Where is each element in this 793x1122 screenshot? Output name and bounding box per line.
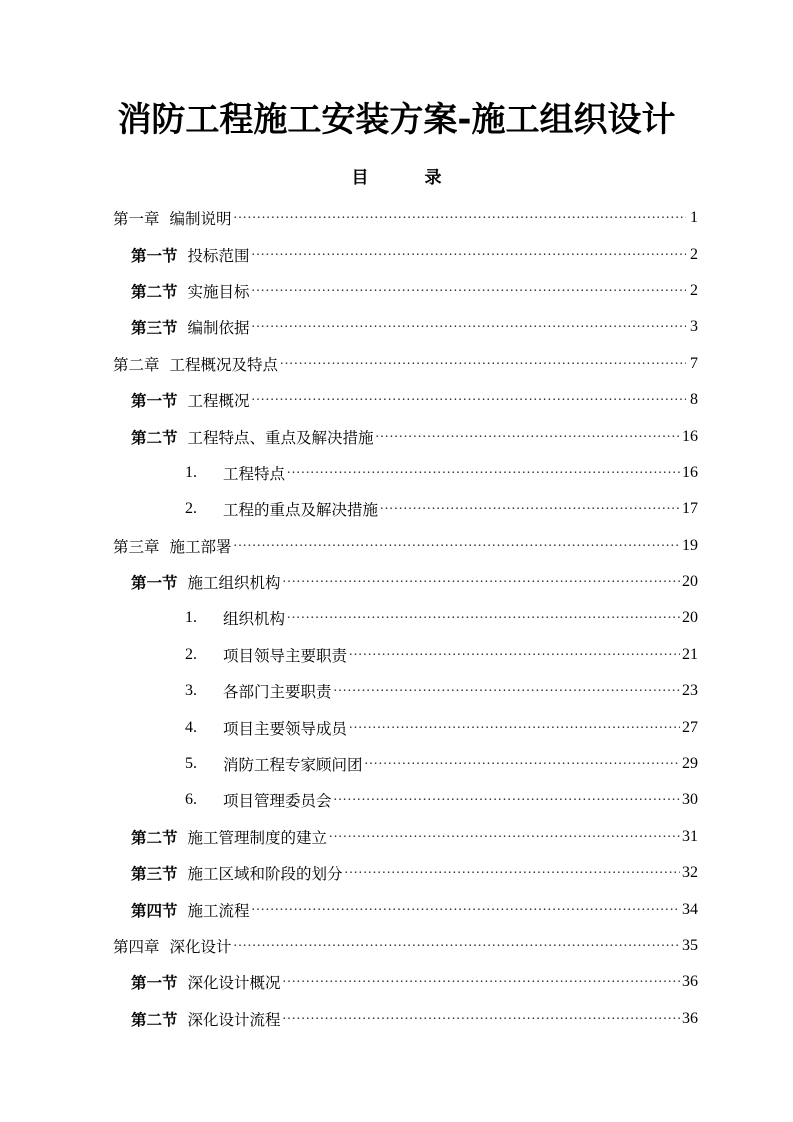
toc-entry-number: 4.: [185, 718, 197, 736]
toc-entry-text: 施工部署: [169, 537, 232, 556]
toc-entry-text: 深化设计流程: [187, 1010, 281, 1029]
toc-entry[interactable]: [113, 600, 698, 636]
toc-entry-page-number: 16: [682, 463, 698, 481]
toc-entry-label: [113, 353, 280, 375]
toc-entry-prefix: 第四章: [113, 938, 160, 956]
toc-entry-page-number: 17: [682, 500, 698, 518]
toc-entry-label: [131, 426, 376, 448]
toc-heading-right: 录: [424, 168, 442, 188]
toc-dot-leader: [334, 792, 680, 808]
toc-entry-text: 项目管理委员会: [223, 792, 332, 811]
toc-entry-label: [131, 899, 252, 921]
toc-entry-label: [131, 244, 252, 266]
toc-entry-label: [131, 862, 345, 884]
toc-dot-leader: [252, 392, 686, 408]
toc-dot-leader: [283, 1011, 680, 1027]
toc-entry-prefix: 第一节: [131, 574, 178, 593]
toc-entry-label: [185, 789, 334, 811]
toc-entry-label: [185, 753, 365, 775]
toc-dot-leader: [283, 574, 680, 590]
toc-entry[interactable]: [113, 782, 698, 818]
toc-entry-page-number: 3: [690, 318, 698, 336]
toc-dot-leader: [234, 538, 680, 554]
toc-dot-leader: [234, 210, 686, 226]
toc-entry-text: 投标范围: [187, 246, 250, 265]
toc-entry-prefix: 第二节: [131, 828, 178, 847]
toc-dot-leader: [252, 902, 680, 918]
toc-entry-page-number: 2: [690, 245, 698, 263]
toc-dot-leader: [376, 429, 680, 445]
toc-heading: [0, 163, 793, 188]
toc-dot-leader: [287, 610, 680, 626]
toc-dot-leader: [283, 974, 680, 990]
toc-entry-number: 2.: [185, 645, 197, 663]
toc-entry-text: 实施目标: [187, 282, 250, 301]
toc-entry-prefix: 第二章: [113, 355, 160, 374]
toc-entry-number: 6.: [185, 791, 197, 809]
toc-entry-text: 项目主要领导成员: [223, 719, 348, 738]
toc-entry-page-number: 20: [682, 573, 698, 591]
toc-entry[interactable]: [113, 746, 698, 782]
toc-entry-label: [113, 207, 234, 229]
toc-dot-leader: [252, 247, 686, 263]
toc-entry-number: 1.: [185, 609, 197, 627]
toc-entry-page-number: 36: [682, 1009, 698, 1027]
toc-entry-label: [131, 826, 329, 848]
toc-heading-left: 目: [351, 168, 369, 188]
toc-entry-page-number: 31: [682, 827, 698, 845]
toc-entry-text: 工程概况: [187, 392, 250, 411]
toc-entry[interactable]: [113, 1001, 698, 1037]
toc-entry-prefix: 第二节: [131, 282, 178, 301]
table-of-contents: [113, 200, 698, 1037]
toc-dot-leader: [349, 647, 680, 663]
toc-entry-prefix: 第二节: [131, 428, 178, 447]
toc-entry[interactable]: [113, 891, 698, 927]
toc-entry-page-number: 34: [682, 900, 698, 918]
toc-entry-label: [131, 389, 252, 411]
toc-entry[interactable]: [113, 964, 698, 1000]
toc-entry[interactable]: [113, 528, 698, 564]
toc-entry[interactable]: [113, 200, 698, 236]
toc-entry-page-number: 7: [690, 354, 698, 372]
toc-entry-number: 3.: [185, 682, 197, 700]
toc-dot-leader: [234, 938, 680, 954]
toc-entry-number: 1.: [185, 463, 197, 481]
toc-entry[interactable]: [113, 564, 698, 600]
toc-entry-label: [131, 971, 283, 993]
toc-entry-page-number: 32: [682, 864, 698, 882]
toc-entry-prefix: 第三章: [113, 537, 160, 556]
toc-entry[interactable]: [113, 418, 698, 454]
toc-entry-prefix: 第二节: [131, 1010, 178, 1029]
toc-entry-page-number: 21: [682, 645, 698, 663]
toc-entry-label: [185, 644, 349, 666]
toc-dot-leader: [345, 865, 680, 881]
toc-entry[interactable]: [113, 637, 698, 673]
toc-entry-page-number: 30: [682, 791, 698, 809]
toc-entry[interactable]: [113, 819, 698, 855]
toc-entry-page-number: 2: [690, 281, 698, 299]
toc-entry-page-number: 19: [682, 536, 698, 554]
toc-entry-text: 编制说明: [169, 210, 232, 229]
page-title: 消防工程施工安装方案-施工组织设计: [117, 100, 676, 140]
toc-entry[interactable]: [113, 236, 698, 272]
toc-dot-leader: [380, 501, 680, 517]
toc-entry-text: 施工管理制度的建立: [187, 828, 328, 847]
toc-entry-page-number: 1: [690, 209, 698, 227]
toc-dot-leader: [252, 283, 686, 299]
toc-dot-leader: [329, 829, 680, 845]
toc-entry[interactable]: [113, 673, 698, 709]
toc-entry-number: 2.: [185, 500, 197, 518]
toc-entry-page-number: 35: [682, 937, 698, 954]
toc-entry-page-number: 20: [682, 609, 698, 627]
toc-entry-label: [131, 280, 252, 302]
toc-entry-label: [131, 1008, 283, 1030]
toc-entry-label: [185, 717, 349, 739]
toc-entry-number: 5.: [185, 755, 197, 773]
toc-entry[interactable]: [113, 382, 698, 418]
toc-dot-leader: [287, 465, 680, 481]
toc-dot-leader: [365, 756, 680, 772]
toc-entry-prefix: 第四节: [131, 901, 178, 920]
toc-entry-text: 深化设计: [169, 938, 232, 956]
toc-dot-leader: [334, 683, 680, 699]
toc-entry-text: 工程特点: [223, 464, 286, 483]
toc-entry-label: [185, 607, 287, 629]
toc-entry-page-number: 23: [682, 682, 698, 700]
toc-entry-text: 工程特点、重点及解决措施: [187, 428, 374, 447]
toc-entry-text: 深化设计概况: [187, 974, 281, 993]
toc-entry[interactable]: [113, 491, 698, 527]
toc-entry-text: 消防工程专家顾问团: [223, 756, 363, 775]
toc-entry-text: 编制依据: [187, 319, 250, 338]
toc-entry-page-number: 36: [682, 973, 698, 991]
toc-entry-text: 各部门主要职责: [223, 683, 332, 702]
toc-entry-prefix: 第一节: [131, 974, 178, 993]
toc-entry-label: [113, 935, 234, 957]
toc-entry-label: [185, 498, 380, 520]
toc-entry[interactable]: [113, 455, 698, 491]
toc-entry[interactable]: [113, 346, 698, 382]
toc-entry-text: 工程的重点及解决措施: [223, 501, 379, 520]
toc-entry-text: 施工区域和阶段的划分: [187, 865, 343, 884]
toc-entry-prefix: 第三节: [131, 319, 178, 338]
toc-entry-label: [185, 462, 287, 484]
toc-entry-label: [131, 571, 283, 593]
toc-entry-label: [131, 316, 252, 338]
toc-entry[interactable]: [113, 709, 698, 745]
toc-entry[interactable]: [113, 928, 698, 964]
toc-dot-leader: [349, 720, 680, 736]
toc-entry[interactable]: [113, 855, 698, 891]
toc-entry-page-number: 29: [682, 755, 698, 773]
toc-dot-leader: [280, 356, 686, 372]
toc-entry-prefix: 第三节: [131, 865, 178, 884]
toc-entry-page-number: 8: [690, 391, 698, 409]
toc-entry[interactable]: [113, 273, 698, 309]
toc-entry-text: 组织机构: [223, 610, 286, 629]
toc-entry-prefix: 第一节: [131, 392, 178, 411]
toc-entry-text: 工程概况及特点: [169, 355, 279, 374]
toc-entry-prefix: 第一节: [131, 246, 178, 265]
toc-entry-text: 施工组织机构: [187, 574, 281, 593]
toc-entry-label: [185, 680, 334, 702]
toc-entry-page-number: 16: [682, 427, 698, 445]
toc-entry-label: [113, 535, 234, 557]
toc-entry-page-number: 27: [682, 718, 698, 736]
toc-entry[interactable]: [113, 309, 698, 345]
toc-entry-text: 施工流程: [187, 901, 250, 920]
toc-entry-text: 项目领导主要职责: [223, 646, 348, 665]
toc-dot-leader: [252, 319, 686, 335]
toc-entry-prefix: 第一章: [113, 210, 160, 229]
